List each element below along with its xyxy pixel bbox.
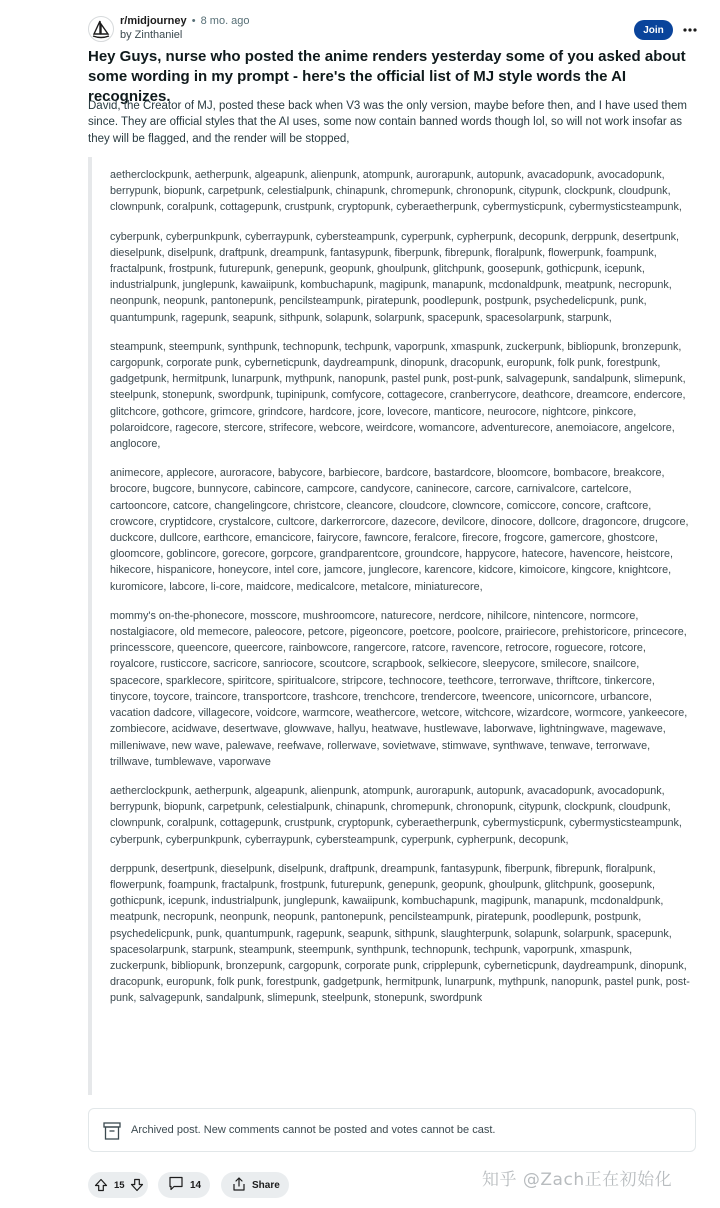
quote-paragraph: cyberpunk, cyberpunkpunk, cyberraypunk, cybersteampunk, cyperpunk, cypherpunk, decopunk, derppunk, desertpunk, dieselpunk, diselpunk, draftpunk, dreampunk, fantasypunk, fiberpunk, fibrepunk, floralpunk, flowerpunk, foampunk, fractalpunk, frostpunk, futurepunk, genepunk, geopunk, ghoulpunk, glitchpunk, goosepunk, gothicpunk, icepunk, industrialpunk, junglepunk, kawaiipunk, kombuchapunk, magipunk, manapunk, mcdonaldpunk, meatpunk, necropunk, neonpunk, neopunk, pantonepunk, pencilsteampunk, piratepunk, poodlepunk, postpunk, psychedelicpunk, punk, quantumpunk, ragepunk, seapunk, sithpunk, solapunk, solarpunk, spacepunk, spacesolarpunk, starpunk, xyxy=(110,230,679,324)
zhihu-watermark: 知乎 @Zach正在初始化 xyxy=(482,1170,673,1190)
comment-count: 14 xyxy=(190,1179,202,1191)
quote-paragraph: aetherclockpunk, aetherpunk, algeapunk, alienpunk, atompunk, aurorapunk, autopunk, avacadopunk, avocadopunk, berrypunk, biopunk, carpetpunk, celestialpunk, chinapunk, chromepunk, chronopunk, citypunk, clockpunk, cloudpunk, clownpunk, coralpunk, cottagepunk, crustpunk, cryptopunk, cyberaetherpunk, cybermysticpunk, cybermysticsteampunk, xyxy=(110,169,682,214)
more-options-icon[interactable] xyxy=(678,20,702,40)
post-author[interactable]: by Zinthaniel xyxy=(120,29,183,41)
upvote-arrow-icon[interactable] xyxy=(92,1176,110,1194)
comments-button[interactable] xyxy=(158,1172,210,1198)
quote-paragraph: animecore, applecore, auroracore, babycore, barbiecore, bardcore, bastardcore, bloomcore, bombacore, breakcore, brocore, bugcore, bunnycore, cabincore, campcore, candycore, caninecore, carcore, carnivalcore, cartelcore, cartooncore, catcore, changelingcore, christcore, cleancore, cloudcore, clowncore, comiccore, concore, craftcore, crowcore, cryptidcore, crystalcore, cultcore, darkerrorcore, dazecore, devilcore, dinocore, dollcore, dragoncore, drugcore, duckcore, dullcore, earthcore, emancicore, fairycore, fawncore, feralcore, firecore, frogcore, gamercore, ghostcore, gloomcore, goblincore, gorecore, gorpcore, grandparentcore, groundcore, happycore, hatecore, havencore, heistcore, hikecore, hispanicore, honeycore, intel core, jamcore, junglecore, karencore, kidcore, kimoicore, kingcore, knightcore, kuromicore, labcore, li-core, maidcore, medicalcore, metalcore, miniaturecore, xyxy=(110,467,689,593)
style-words-quote xyxy=(88,157,700,1095)
downvote-arrow-icon[interactable] xyxy=(128,1176,146,1194)
meta-separator: • xyxy=(191,15,196,27)
quote-paragraph: steampunk, steempunk, synthpunk, technopunk, techpunk, vaporpunk, xmaspunk, zuckerpunk, bibliopunk, bronzepunk, cargopunk, corporate punk, cyberneticpunk, daydreampunk, dinopunk, dracopunk, europunk, folk punk, forestpunk, gadgetpunk, hermitpunk, lunarpunk, mythpunk, nanopunk, pastel punk, post-punk, salvagepunk, sandalpunk, slimepunk, steelpunk, stonepunk, swordpunk, tupinipunk, comfycore, cottagecore, cranberrycore, deathcore, dreamcore, endercore, glitchcore, gothcore, grimcore, grindcore, hardcore, jcore, lovecore, manticore, neurocore, nightcore, pinkcore, polaroidcore, ragecore, stercore, strifecore, webcore, weirdcore, womancore, adventurecore, anemoiacore, angelcore, anglocore, xyxy=(110,340,686,451)
archived-notice xyxy=(88,1108,696,1152)
archive-box-icon xyxy=(103,1121,121,1141)
post-title[interactable]: Hey Guys, nurse who posted the anime renders yesterday some of you asked about some wording in my prompt - here's the official list of MJ style words the AI recognizes. xyxy=(88,48,686,105)
post-header xyxy=(88,14,708,50)
quote-paragraph: mommy's on-the-phonecore, mosscore, mushroomcore, naturecore, nerdcore, nihilcore, nintencore, normcore, nostalgiacore, old memecore, paleocore, petcore, pigeoncore, poetcore, poolcore, prairiecore, prehistoricore, princecore, princesscore, queencore, queercore, rainbowcore, rangercore, ratcore, ravencore, retrocore, roguecore, rotcore, royalcore, rusticcore, sacricore, sanriocore, scoutcore, scrapbook, selkiecore, sleepycore, smilecore, snailcore, spacecore, sparklecore, spiritcore, spiritualcore, stripcore, technocore, teethcore, terrorwave, thriftcore, tinkercore, tinycore, toycore, traincore, transportcore, trashcore, trenchcore, trendercore, tweencore, unicorncore, urbancore, vacation dadcore, villagecore, voidcore, warmcore, weathercore, wetcore, witchcore, wizardcore, wormcore, yankeecore, zombiecore, acidwave, desertwave, glowwave, hallyu, heatwave, hustlewave, laborwave, lightningwave, magewave, milleniwave, new wave, palewave, reefwave, rollerwave, sovietwave, stimwave, synthwave, tenwave, terrorwave, trillwave, tumblewave, vaporwave xyxy=(110,609,688,768)
quote-paragraph: derppunk, desertpunk, dieselpunk, diselpunk, draftpunk, dreampunk, fantasypunk, fiberpunk, fibrepunk, floralpunk, flowerpunk, foampunk, fractalpunk, frostpunk, futurepunk, genepunk, geopunk, ghoulpunk, glitchpunk, goosepunk, gothicpunk, icepunk, industrialpunk, junglepunk, kawaiipunk, kombuchapunk, magipunk, manapunk, mcdonaldpunk, meatpunk, necropunk, neonpunk, neopunk, pantonepunk, pencilsteampunk, piratepunk, poodlepunk, postpunk, psychedelicpunk, punk, quantumpunk, ragepunk, seapunk, sithpunk, slaughterpunk, solapunk, solarpunk, spacepunk, spacesolarpunk, starpunk, steampunk, steempunk, synthpunk, technopunk, techpunk, vaporpunk, xmaspunk, zuckerpunk, bibliopunk, bronzepunk, cargopunk, corporate punk, cripplepunk, cyberneticpunk, daydreampunk, dinopunk, dracopunk, europunk, folk punk, forestpunk, gadgetpunk, hermitpunk, lunarpunk, mythpunk, nanopunk, pastel punk, post-punk, salvagepunk, sandalpunk, slimepunk, steelpunk, stonepunk, swordpunk xyxy=(110,862,690,1005)
vote-control xyxy=(88,1172,148,1198)
archived-message: Archived post. New comments cannot be posted and votes cannot be cast. xyxy=(131,1124,496,1136)
subreddit-name[interactable]: r/midjourney xyxy=(120,15,187,27)
vote-count: 15 xyxy=(114,1179,125,1191)
share-icon xyxy=(231,1176,247,1195)
post-meta xyxy=(120,15,250,42)
share-button[interactable] xyxy=(221,1172,289,1198)
post-time: 8 mo. ago xyxy=(200,15,250,27)
comment-bubble-icon xyxy=(168,1176,184,1194)
share-label: Share xyxy=(252,1179,280,1191)
post-intro: David, the Creator of MJ, posted these back when V3 was the only version, maybe before then, and I have used them since. They are official styles that the AI uses, some now contain banned words though lol, so will not work insofar as they will be flagged, and the render will be stopped, xyxy=(88,100,687,145)
quote-paragraph: aetherclockpunk, aetherpunk, algeapunk, alienpunk, atompunk, aurorapunk, autopunk, avacadopunk, avocadopunk, berrypunk, biopunk, carpetpunk, celestialpunk, chinapunk, chromepunk, chronopunk, citypunk, clockpunk, cloudpunk, clownpunk, coralpunk, cottagepunk, crustpunk, cryptopunk, cyberaetherpunk, cybermysticpunk, cybermysticsteampunk, cyberpunk, cyberpunkpunk, cyberraypunk, cybersteampunk, cyperpunk, cypherpunk, decopunk, xyxy=(110,784,682,846)
join-button[interactable]: Join xyxy=(634,20,673,40)
subreddit-avatar-icon[interactable] xyxy=(88,16,114,42)
